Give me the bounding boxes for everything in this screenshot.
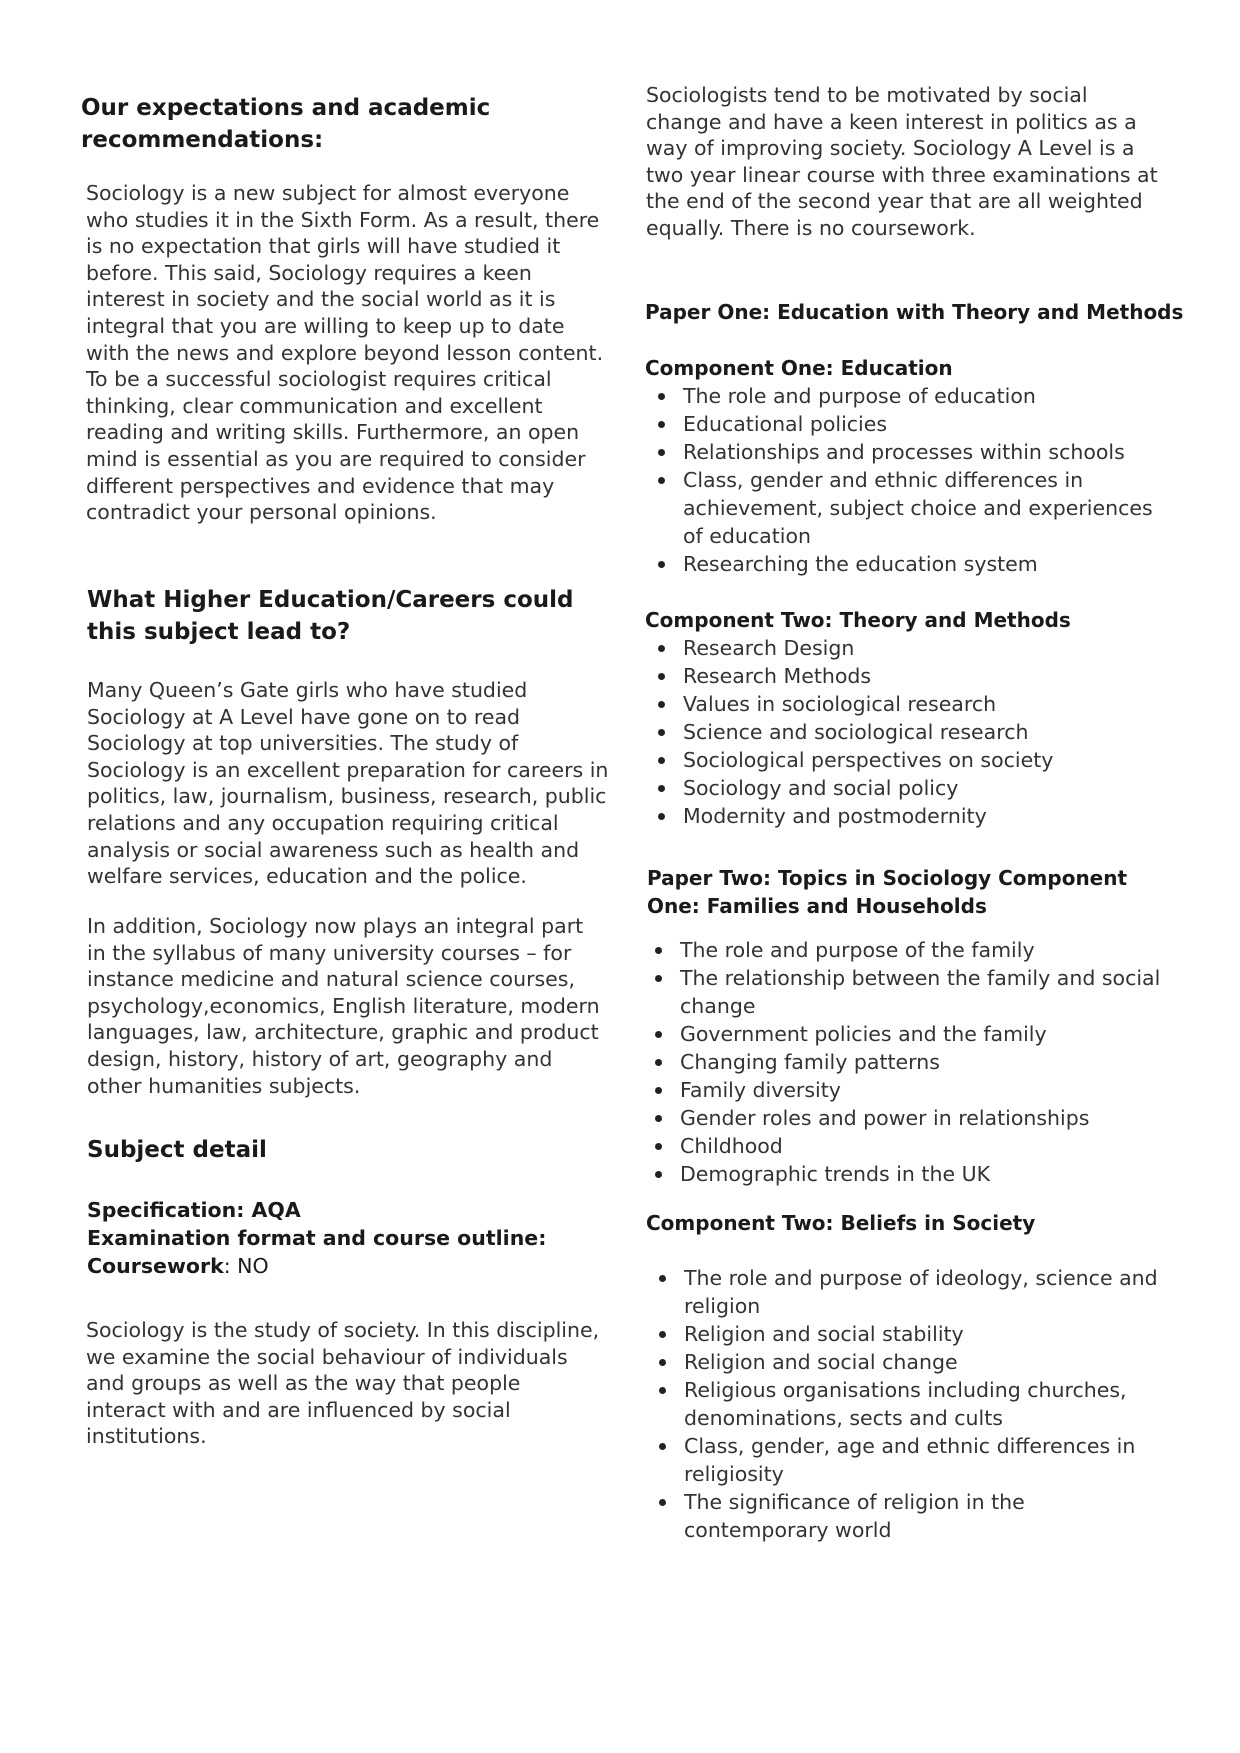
list-item: Family diversity — [642, 1076, 1162, 1104]
list-item: Research Design — [645, 634, 1165, 662]
list-item: The role and purpose of ideology, science and religion — [646, 1264, 1171, 1320]
list-item: Demographic trends in the UK — [642, 1160, 1162, 1188]
list-item: The relationship between the family and social change — [642, 964, 1162, 1020]
list-item: Values in sociological research — [645, 690, 1165, 718]
paper-one-title: Paper One: Education with Theory and Methods — [645, 300, 1184, 324]
list-item: Childhood — [642, 1132, 1162, 1160]
list-item: The role and purpose of education — [645, 382, 1165, 410]
subject-detail-heading: Subject detail — [87, 1137, 267, 1163]
expectations-paragraph: Sociology is a new subject for almost everyone who studies it in the Sixth Form. As a result, there is no expectation that girls will have studied it before. This said, Sociology requires a keen interest in society and the social world as it is integral that you are willing to keep up to date with the news and explore beyond lesson content. To be a successful sociologist requires critical thinking, clear communication and excellent reading and writing skills. Furthermore, an open mind is essential as you are required to consider different perspectives and evidence that may contradict your personal opinions. — [86, 181, 604, 525]
spec-block — [87, 1196, 607, 1280]
definition-paragraph: Sociology is the study of society. In this discipline, we examine the social behaviour of individuals and groups as well as the way that people interact with and are influenced by social institutions. — [86, 1318, 600, 1449]
list-item: Religion and social change — [646, 1348, 1171, 1376]
intro-paragraph: Sociologists tend to be motivated by social change and have a keen interest in politics as a way of improving society. Sociology A Level is a two year linear course with three examinations at the end of the second year that are all weighted equally. There is no coursework. — [646, 83, 1158, 240]
list-item: Class, gender, age and ethnic differences in religiosity — [646, 1432, 1171, 1488]
beliefs-list — [646, 1264, 1171, 1544]
list-item: Educational policies — [645, 410, 1165, 438]
list-item: Modernity and postmodernity — [645, 802, 1165, 830]
additional-courses-paragraph: In addition, Sociology now plays an integral part in the syllabus of many university courses – for instance medicine and natural science courses, psychology,economics, English literature, modern languages, law, architecture, graphic and product design, history, history of art, geography and other humanities subjects. — [87, 914, 600, 1098]
list-item: The significance of religion in the contemporary world — [646, 1488, 1171, 1544]
careers-heading: What Higher Education/Careers could this subject lead to? — [87, 587, 574, 645]
exam-format-label: Examination format and course outline: — [87, 1226, 547, 1250]
list-item: Science and sociological research — [645, 718, 1165, 746]
list-item: Relationships and processes within schools — [645, 438, 1165, 466]
list-item: Sociological perspectives on society — [645, 746, 1165, 774]
beliefs-title: Component Two: Beliefs in Society — [646, 1211, 1036, 1235]
families-list — [642, 936, 1162, 1188]
list-item: Research Methods — [645, 662, 1165, 690]
component-two-title: Component Two: Theory and Methods — [645, 608, 1071, 632]
list-item: Researching the education system — [645, 550, 1165, 578]
coursework-label: Coursework — [87, 1254, 224, 1278]
expectations-heading: Our expectations and academic recommendations: — [81, 95, 491, 153]
component-two-list — [645, 634, 1165, 830]
list-item: Sociology and social policy — [645, 774, 1165, 802]
list-item: Changing family patterns — [642, 1048, 1162, 1076]
careers-paragraph: Many Queen’s Gate girls who have studied Sociology at A Level have gone on to read Sociology at top universities. The study of Sociology is an excellent preparation for careers in politics, law, journalism, business, research, public relations and any occupation requiring critical analysis or social awareness such as health and welfare services, education and the police. — [87, 678, 609, 889]
list-item: Gender roles and power in relationships — [642, 1104, 1162, 1132]
component-one-title: Component One: Education — [645, 356, 953, 380]
list-item: Government policies and the family — [642, 1020, 1162, 1048]
list-item: The role and purpose of the family — [642, 936, 1162, 964]
coursework-value: : NO — [223, 1254, 269, 1278]
list-item: Class, gender and ethnic differences in achievement, subject choice and experiences of education — [645, 466, 1165, 550]
specification-label: Specification: AQA — [87, 1198, 301, 1222]
paper-two-title: Paper Two: Topics in Sociology Component One: Families and Households — [647, 866, 1128, 918]
component-one-list — [645, 382, 1165, 578]
list-item: Religion and social stability — [646, 1320, 1171, 1348]
list-item: Religious organisations including churches, denominations, sects and cults — [646, 1376, 1171, 1432]
